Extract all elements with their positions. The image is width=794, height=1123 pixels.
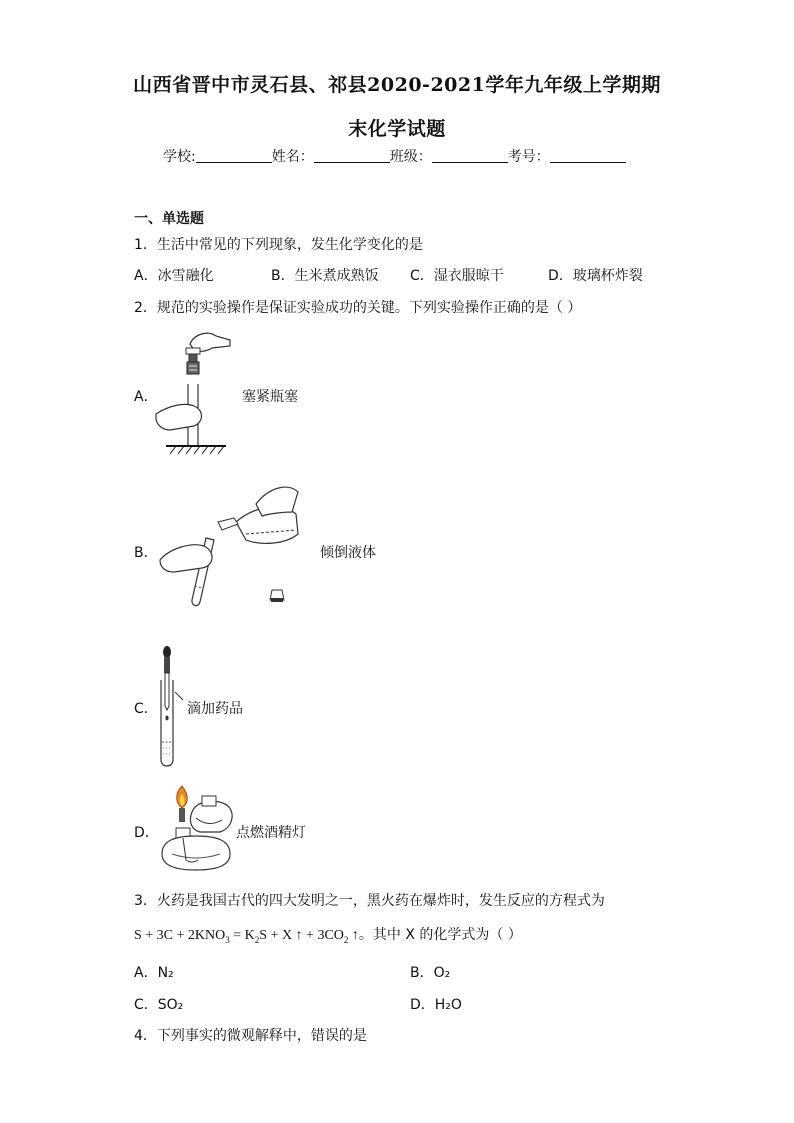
q3-option-b[interactable]: B．O₂ xyxy=(410,965,451,981)
q2-option-c-letter[interactable]: C． xyxy=(134,701,158,717)
student-info-row xyxy=(163,146,626,166)
exam-no-blank[interactable] xyxy=(550,148,626,163)
q2-option-d-caption: 点燃酒精灯 xyxy=(236,825,306,841)
exam-title-line1: 山西省晋中市灵石县、祁县2020-2021学年九年级上学期期 xyxy=(133,74,661,96)
q1-option-c[interactable]: C．湿衣服晾干 xyxy=(410,268,504,284)
q4-stem: 4．下列事实的微观解释中，错误的是 xyxy=(134,1028,367,1044)
q1-option-a[interactable]: A．冰雪融化 xyxy=(134,268,214,284)
exam-no-label: 考号： xyxy=(507,149,550,165)
q1-option-b[interactable]: B．生米煮成熟饭 xyxy=(271,268,379,284)
light-alcohol-lamp-illustration xyxy=(156,784,240,872)
q2-option-b-letter[interactable]: B． xyxy=(134,545,158,561)
insert-stopper-illustration xyxy=(150,326,240,454)
pour-liquid-illustration xyxy=(158,482,308,608)
q2-option-d-letter[interactable]: D． xyxy=(134,825,159,841)
q3-question-tail: 。其中 X 的化学式为（ ） xyxy=(358,927,522,943)
name-label: 姓名： xyxy=(271,149,314,165)
q3-option-a[interactable]: A．N₂ xyxy=(134,965,174,981)
q3-equation: $S + 3C + 2KNO_3 = K_2S + X$ ↑ + $3CO_2$ ↑。其中 X 的化学式为（ ） xyxy=(134,927,522,945)
q2-option-b-caption: 倾倒液体 xyxy=(320,545,376,561)
school-blank[interactable] xyxy=(196,148,272,163)
q3-option-c[interactable]: C．SO₂ xyxy=(134,997,184,1013)
exam-title-line2: 末化学试题 xyxy=(348,118,446,140)
q2-option-a-caption: 塞紧瓶塞 xyxy=(242,389,298,405)
q2-stem: 2．规范的实验操作是保证实验成功的关键。下列实验操作正确的是（ ） xyxy=(134,300,582,316)
class-label: 班级： xyxy=(389,149,432,165)
section-title: 一、单选题 xyxy=(134,211,204,227)
q3-option-d[interactable]: D．H₂O xyxy=(410,997,462,1013)
q3-stem: 3．火药是我国古代的四大发明之一，黑火药在爆炸时，发生反应的方程式为 xyxy=(134,893,605,909)
q1-option-d[interactable]: D．玻璃杯炸裂 xyxy=(548,268,643,284)
school-label: 学校: xyxy=(163,149,196,165)
class-blank[interactable] xyxy=(432,148,508,163)
name-blank[interactable] xyxy=(314,148,390,163)
add-drops-illustration xyxy=(155,644,189,768)
q1-stem: 1．生活中常见的下列现象，发生化学变化的是 xyxy=(134,237,423,253)
q2-option-c-caption: 滴加药品 xyxy=(187,701,243,717)
q2-option-a-letter[interactable]: A． xyxy=(134,389,158,405)
